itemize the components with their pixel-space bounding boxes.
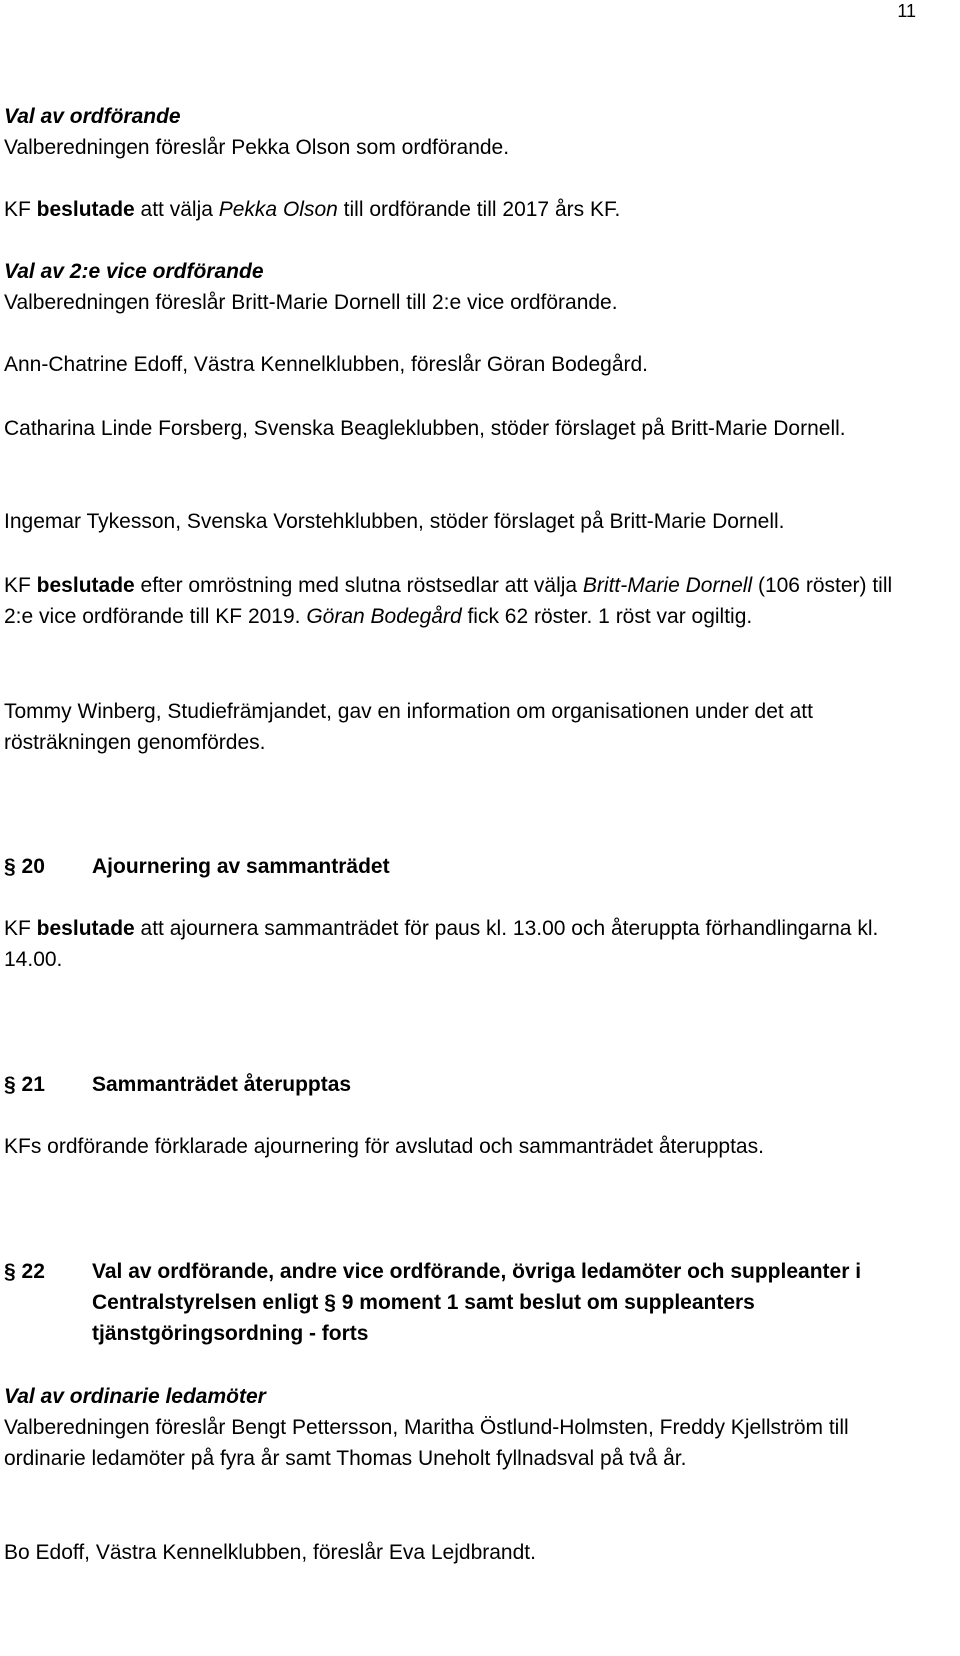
section-heading-21 [4, 1069, 924, 1100]
section-val-ordforande [4, 101, 924, 163]
paragraph-bo-edoff: Bo Edoff, Västra Kennelklubben, föreslår Eva Lejdbrandt. [4, 1541, 536, 1564]
paragraph-proposal-vice: Valberedningen föreslår Britt-Marie Dornell till 2:e vice ordförande. [4, 291, 618, 314]
paragraph-winberg: Tommy Winberg, Studiefrämjandet, gav en information om organisationen under det att rösträkningen genomfördes. [4, 700, 813, 754]
paragraph-decision-vice: KF beslutade efter omröstning med slutna röstsedlar att välja Britt-Marie Dornell (106 röster) till 2:e vice ordförande till KF 2019. Göran Bodegård fick 62 röster. 1 röst var ogiltig. [4, 574, 893, 628]
section-val-vice [4, 256, 924, 318]
paragraph-proposal-ledamoter: Valberedningen föreslår Bengt Pettersson, Maritha Östlund-Holmsten, Freddy Kjellström till ordinarie ledamöter på fyra år samt Thomas Uneholt fyllnadsval på två år. [4, 1416, 849, 1470]
paragraph-decision-ordforande: KF beslutade att välja Pekka Olson till ordförande till 2017 års KF. [4, 198, 621, 221]
section-title: Val av ordförande, andre vice ordförande, övriga ledamöter och suppleanter i Centralstyrelsen enligt § 9 moment 1 samt beslut om suppleanters tjänstgöringsordning - forts [92, 1260, 862, 1345]
section-number: § 20 [4, 855, 45, 878]
section-title: Sammanträdet återupptas [92, 1073, 352, 1096]
section-title: Ajournering av sammanträdet [92, 855, 390, 878]
paragraph-tykesson: Ingemar Tykesson, Svenska Vorstehklubben, stöder förslaget på Britt-Marie Dornell. [4, 510, 785, 533]
paragraph-proposal: Valberedningen föreslår Pekka Olson som ordförande. [4, 136, 510, 159]
paragraph-edoff: Ann-Chatrine Edoff, Västra Kennelklubben, föreslår Göran Bodegård. [4, 353, 649, 376]
section-number: § 21 [4, 1073, 45, 1096]
section-heading-22 [4, 1256, 924, 1349]
subheading-val-ordforande: Val av ordförande [4, 105, 181, 128]
paragraph-21: KFs ordförande förklarade ajournering för avslutad och sammanträdet återupptas. [4, 1135, 764, 1158]
paragraph-decision-20: KF beslutade att ajournera sammanträdet för paus kl. 13.00 och återuppta förhandlingarna kl. 14.00. [4, 917, 879, 971]
section-ordinarie-ledamoter [4, 1381, 924, 1474]
subheading-ordinarie: Val av ordinarie ledamöter [4, 1385, 266, 1408]
section-number: § 22 [4, 1260, 45, 1283]
subheading-val-vice: Val av 2:e vice ordförande [4, 260, 264, 283]
page-number: 11 [897, 1, 916, 21]
paragraph-linde: Catharina Linde Forsberg, Svenska Beagleklubben, stöder förslaget på Britt-Marie Dornell. [4, 417, 846, 440]
section-heading-20 [4, 851, 924, 882]
